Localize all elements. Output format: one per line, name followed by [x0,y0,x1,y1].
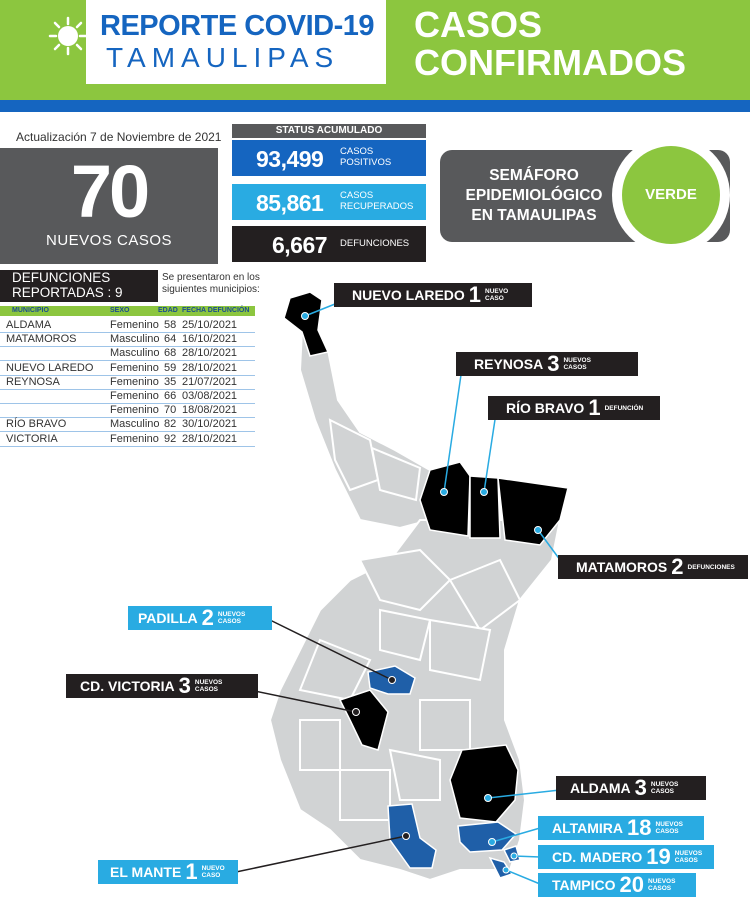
cell-fecha: 30/10/2021 [182,418,238,431]
label-aldama-sub [651,781,678,795]
recuperados-value: 85,861 [256,190,324,216]
th-edad: EDAD [158,307,178,314]
label-nuevo-laredo-name: NUEVO LAREDO [352,287,465,303]
cell-sexo: Masculino [110,418,160,431]
recuperados-label1: CASOS [340,190,374,201]
logo-line1: REPORTE COVID-19 [100,10,374,42]
label-cd-victoria-name: CD. VICTORIA [80,678,175,694]
marker-tampico [503,867,509,873]
deaths-title1: DEFUNCIONES [12,270,111,285]
label-altamira-value: 18 [627,815,652,840]
new-cases-label: NUEVOS CASOS [45,232,173,249]
cell-sexo: Femenino [110,404,159,417]
label-padilla [128,606,272,630]
marker-matamoros [535,527,542,534]
update-date: Actualización 7 de Noviembre de 2021 [16,130,222,144]
cell-sexo: Masculino [110,333,160,346]
semaforo-line1: SEMÁFORO [489,167,579,184]
label-cd-madero-s1: NUEVOS [674,850,703,857]
cell-fecha: 28/10/2021 [182,432,238,445]
map-region-central-f [420,700,470,750]
label-altamira-s2: CASOS [655,828,679,835]
label-el-mante-sub [202,865,225,879]
cell-sexo: Femenino [110,375,159,388]
th-fecha: FECHA DEFUNCIÓN [182,307,250,314]
deaths-note: Se presentaron en los siguientes municipios: [162,272,260,295]
label-cd-madero-value: 19 [646,844,671,869]
status-title: STATUS ACUMULADO [232,124,426,138]
map-region-central-h [340,770,390,820]
map-region-central-g [300,720,340,770]
map-region-central-d [430,620,490,680]
label-altamira-name: ALTAMIRA [552,820,624,836]
label-nuevo-laredo-s1: NUEVO [485,288,509,295]
label-rio-bravo-name: RÍO BRAVO [506,400,585,416]
label-cd-victoria-sub [195,679,222,693]
label-cd-madero-name: CD. MADERO [552,849,643,865]
cell-sexo: Femenino [110,390,159,402]
deaths-title2: REPORTADAS : 9 [12,285,123,300]
cell-fecha: 18/08/2021 [182,404,238,417]
label-cd-madero [538,845,714,869]
map-region-central-c [380,610,430,660]
leader-cd-madero [514,856,540,857]
label-cd-madero-sub [675,850,702,864]
marker-nuevo-laredo [302,313,309,320]
positivos-value: 93,499 [256,146,324,172]
marker-reynosa [441,489,448,496]
new-cases-value: 70 [70,150,148,233]
th-municipio: MUNICIPIO [12,307,49,314]
cell-municipio: RÍO BRAVO [6,418,67,431]
label-altamira-sub [656,821,683,835]
label-rio-bravo [488,396,660,420]
cell-edad: 59 [164,361,177,374]
defunciones-value: 6,667 [272,232,328,258]
label-rio-bravo-sub: DEFUNCIÓN [604,404,644,412]
cell-edad: 68 [164,347,177,360]
marker-rio-bravo [481,489,488,496]
label-padilla-value: 2 [201,605,214,630]
label-padilla-sub [218,611,245,625]
marker-cd-victoria [353,709,360,716]
label-aldama-value: 3 [634,775,647,800]
cell-sexo: Masculino [110,347,160,360]
logo-line2: TAMAULIPAS [106,42,340,73]
label-reynosa-value: 3 [547,351,560,376]
label-aldama-s1: NUEVOS [650,781,679,788]
label-reynosa [456,352,638,376]
cell-fecha: 21/07/2021 [182,375,238,388]
cell-edad: 82 [164,418,177,431]
label-reynosa-sub [563,357,590,371]
label-nuevo-laredo-value: 1 [468,282,482,307]
cell-fecha: 16/10/2021 [182,333,238,346]
label-padilla-s2: CASOS [217,618,241,625]
cell-edad: 35 [164,375,177,388]
cell-edad: 64 [164,333,177,346]
label-cd-victoria-s2: CASOS [194,686,219,693]
cell-municipio: VICTORIA [6,432,58,445]
cell-fecha: 28/10/2021 [182,361,238,374]
positivos-label2: POSITIVOS [340,157,392,168]
cell-fecha: 25/10/2021 [182,319,238,331]
label-el-mante-value: 1 [185,859,198,884]
label-padilla-name: PADILLA [138,610,198,626]
positivos-label1: CASOS [340,146,374,157]
semaforo-line3: EN TAMAULIPAS [471,207,597,224]
semaforo-status: VERDE [622,146,720,244]
label-matamoros-sub: DEFUNCIONES [687,563,735,571]
label-aldama-name: ALDAMA [570,780,631,796]
cell-edad: 66 [164,390,177,402]
label-tampico-value: 20 [619,872,644,897]
label-rio-bravo-value: 1 [588,395,601,420]
cell-edad: 92 [164,432,177,445]
cell-fecha: 03/08/2021 [182,390,238,402]
marker-el-mante [403,833,410,840]
label-padilla-s1: NUEVOS [217,611,246,618]
defunciones-label: DEFUNCIONES [340,238,410,249]
title-line2: CONFIRMADOS [414,42,686,83]
label-matamoros [558,555,748,579]
label-el-mante-s2: CASO [201,872,221,879]
cell-edad: 70 [164,404,177,417]
cell-sexo: Femenino [110,432,159,445]
label-tampico-sub [648,878,675,892]
cell-municipio: REYNOSA [6,375,60,388]
title-line1: CASOS [414,4,543,45]
marker-cd-madero [511,853,517,859]
cell-sexo: Femenino [110,319,159,331]
label-reynosa-s1: NUEVOS [563,357,591,364]
cell-municipio: NUEVO LAREDO [6,361,94,374]
cell-municipio: ALDAMA [6,319,52,331]
marker-altamira [489,839,496,846]
label-aldama-s2: CASOS [650,788,675,795]
label-tampico-s2: CASOS [648,885,672,892]
label-tampico-s1: NUEVOS [648,878,676,885]
label-nuevo-laredo-sub [485,288,508,302]
label-altamira-s1: NUEVOS [655,821,683,828]
map-region-south-a [390,750,440,800]
label-cd-victoria [66,674,258,698]
label-el-mante-name: EL MANTE [110,864,182,880]
label-reynosa-name: REYNOSA [474,356,544,372]
label-matamoros-value: 2 [671,554,684,579]
marker-aldama [485,795,492,802]
label-nuevo-laredo-s2: CASO [485,295,504,302]
label-aldama [556,776,706,800]
semaforo-line2: EPIDEMIOLÓGICO [465,187,603,204]
cell-sexo: Femenino [110,361,159,374]
label-el-mante [98,860,238,884]
label-cd-madero-s2: CASOS [674,857,698,864]
label-cd-victoria-value: 3 [178,673,191,698]
marker-padilla [389,677,396,684]
cell-municipio: MATAMOROS [6,333,77,346]
cell-edad: 58 [164,319,177,331]
label-tampico [538,873,696,897]
label-altamira [538,816,704,840]
label-el-mante-s1: NUEVO [201,865,225,872]
leader-tampico [506,870,540,884]
th-sexo: SEXO [110,307,130,314]
label-reynosa-s2: CASOS [563,364,587,371]
label-tampico-name: TAMPICO [552,877,616,893]
cell-fecha: 28/10/2021 [182,347,238,360]
recuperados-label2: RECUPERADOS [340,201,414,212]
label-nuevo-laredo [334,283,532,307]
label-cd-victoria-s1: NUEVOS [194,679,223,686]
label-matamoros-name: MATAMOROS [576,559,668,575]
